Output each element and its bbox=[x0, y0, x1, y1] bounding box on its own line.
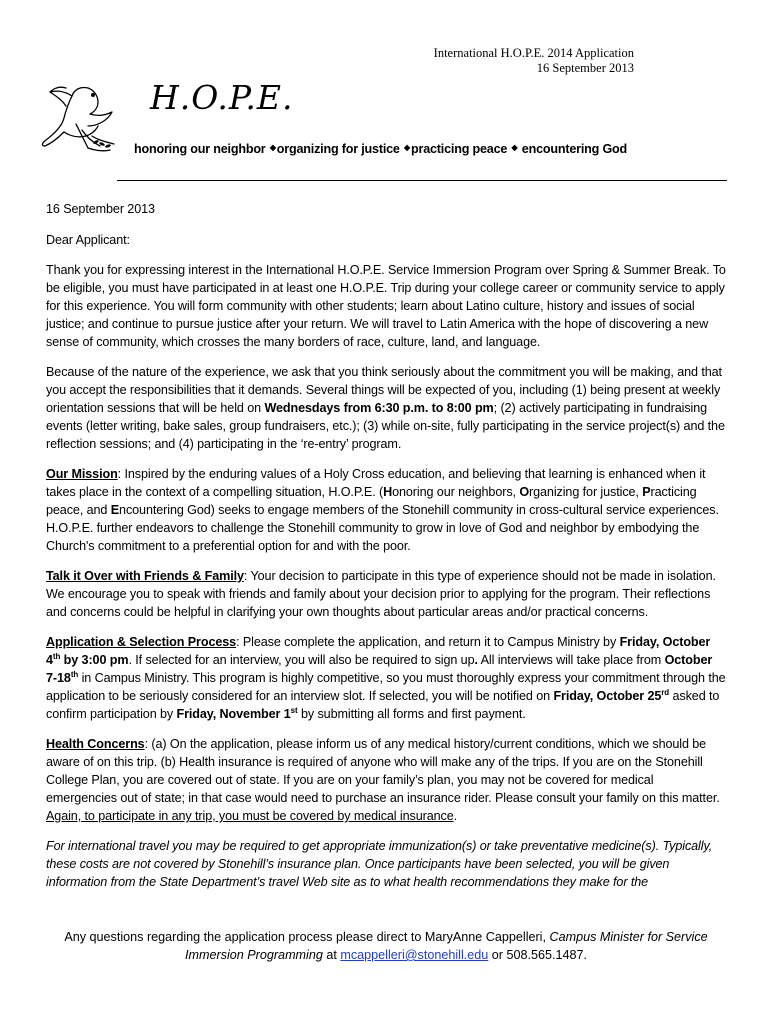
paragraph-text: . bbox=[453, 809, 458, 823]
health-paragraph bbox=[46, 735, 726, 825]
notification-date: Friday, October 25 bbox=[553, 689, 662, 703]
application-heading: Application & Selection Process bbox=[46, 635, 237, 649]
orientation-time: Wednesdays from 6:30 p.m. to 8:00 pm bbox=[264, 401, 494, 415]
paragraph-text: by submitting all forms and first payment. bbox=[297, 707, 526, 721]
paragraph-text: rganizing for justice, bbox=[529, 485, 643, 499]
paragraph-text: racticing peace, and bbox=[46, 485, 697, 517]
header-divider bbox=[117, 180, 727, 181]
tagline-item: honoring our neighbor bbox=[134, 142, 266, 156]
contact-email-link[interactable]: mcappelleri@stonehill.edu bbox=[340, 948, 489, 962]
paragraph-text: : Please complete the application, and return it to Campus Ministry by bbox=[236, 635, 620, 649]
paragraph-text: All interviews will take place from bbox=[477, 653, 665, 667]
ordinal-suffix: th bbox=[52, 652, 61, 661]
application-header bbox=[400, 46, 634, 76]
mission-heading: Our Mission bbox=[46, 467, 118, 481]
ordinal-suffix: th bbox=[70, 670, 79, 679]
paragraph-text: : Inspired by the enduring values of a Holy Cross education, and believing that learning is enhanced when it takes place in the context of a compelling situation, H.O.P.E. ( bbox=[46, 467, 706, 499]
intro-paragraph: Thank you for expressing interest in the International H.O.P.E. Service Immersion Program over Spring & Summer Break. To be eligible, you must have participated in at least one H.O.P.E. Trip during your college career or community service to apply for this experience. You will form community with other students; learn about Latino culture, history and issues of social justice; and continue to pursue justice after your return. We will travel to Latin America with the hope of discovering a new sense of community, which crosses the many borders of race, culture, land, and language. bbox=[46, 263, 726, 349]
diamond-icon: ◆ bbox=[511, 143, 518, 152]
diamond-icon: ◆ bbox=[404, 143, 410, 152]
acronym-letter: P bbox=[642, 485, 651, 499]
confirmation-date: Friday, November 1 bbox=[176, 707, 291, 721]
paragraph-text: . If selected for an interview, you will also be required to sign up bbox=[128, 653, 475, 667]
application-title: International H.O.P.E. 2014 Application bbox=[433, 46, 634, 60]
mission-paragraph bbox=[46, 465, 726, 555]
insurance-requirement: Again, to participate in any trip, you must be covered by medical insurance bbox=[46, 809, 454, 823]
contact-footer bbox=[46, 928, 726, 964]
paragraph-text: : (a) On the application, please inform us of any medical history/current conditions, which we should be aware of on this trip. (b) Health insurance is required of anyone who will make any of the trips. If you are on the Stonehill College Plan, you are covered out of state. If you are on your family’s plan, you may not be covered for medical emergencies out of state; in that case would need to purchase an insurance rider. Please consult your family on this matter. bbox=[46, 737, 720, 805]
salutation: Dear Applicant: bbox=[46, 233, 130, 247]
ordinal-suffix: rd bbox=[661, 688, 670, 697]
talk-heading: Talk it Over with Friends & Family bbox=[46, 569, 244, 583]
talk-paragraph bbox=[46, 567, 726, 621]
tagline-item: practicing peace bbox=[411, 142, 508, 156]
footer-text: at bbox=[322, 948, 341, 962]
letter-date: 16 September 2013 bbox=[46, 202, 155, 216]
contact-title: Campus Minister for Service Immersion Programming bbox=[184, 930, 708, 962]
acronym-letter: H bbox=[383, 485, 393, 499]
application-paragraph bbox=[46, 633, 726, 723]
paragraph-text: in Campus Ministry. This program is highly competitive, so you must thoroughly express your commitment through the application to be seriously considered for an interview slot. If selected, you will be notified on bbox=[46, 671, 726, 703]
paragraph-text: ncountering God) seeks to engage members of the Stonehill community in cross-cultural service experiences. H.O.P.E. further endeavors to challenge the Stonehill community to grow in love of God and neighbor by embodying the Church's commitment to a preferential option for and with the poor. bbox=[46, 503, 719, 553]
paragraph-text: . bbox=[474, 653, 478, 667]
deadline-time: by 3:00 pm bbox=[60, 653, 129, 667]
tagline-item: encountering God bbox=[521, 142, 628, 156]
expectations-paragraph bbox=[46, 363, 726, 453]
footer-text: Any questions regarding the application process please direct to MaryAnne Cappelleri, bbox=[64, 930, 550, 944]
paragraph-text: Because of the nature of the experience, we ask that you think seriously about the commitment you will be making, and that you accept the responsibilities that it demands. Several things will be expected of you, including (1) being present at weekly orientation sessions that will be held on bbox=[46, 365, 722, 415]
tagline-item: organizing for justice bbox=[276, 142, 400, 156]
ordinal-suffix: st bbox=[290, 706, 298, 715]
paragraph-text: ; (2) actively participating in fundraising events (letter writing, bake sales, group fundraisers, etc.); (3) while on-site, fully participating in the service project(s) and the reflection sessions; and (4) participating in the ‘re-entry’ program. bbox=[46, 401, 725, 451]
tagline bbox=[134, 142, 627, 156]
immunization-note: For international travel you may be required to get appropriate immunization(s) or take preventative medicine(s). Typically, these costs are not covered by Stonehill’s insurance plan. Once participants have been selected, you will be given information from the State Department’s travel Web site as to what health recommendations they make for the bbox=[46, 839, 713, 889]
paragraph-text: asked to confirm participation by bbox=[46, 689, 720, 721]
health-heading: Health Concerns bbox=[46, 737, 145, 751]
diamond-icon: ◆ bbox=[269, 143, 276, 152]
interview-dates: October 7-18 bbox=[46, 653, 713, 685]
paragraph-text: : Your decision to participate in this type of experience should not be made in isolation. We encourage you to speak with friends and family about your decision prior to applying for the program. Their reflections and concerns could be helpful in clarifying your own thoughts about particular areas and/or practical concerns. bbox=[46, 569, 716, 619]
acronym-letter: O bbox=[519, 485, 530, 499]
paragraph-text: onoring our neighbors, bbox=[392, 485, 520, 499]
dove-icon bbox=[36, 80, 128, 164]
hope-logo-text: H.O.P.E. bbox=[150, 78, 294, 117]
deadline-date: Friday, October 4 bbox=[46, 635, 711, 667]
contact-phone: or 508.565.1487. bbox=[488, 948, 588, 962]
acronym-letter: E bbox=[110, 503, 120, 517]
letter-body bbox=[46, 200, 726, 903]
header-date: 16 September 2013 bbox=[536, 61, 634, 75]
